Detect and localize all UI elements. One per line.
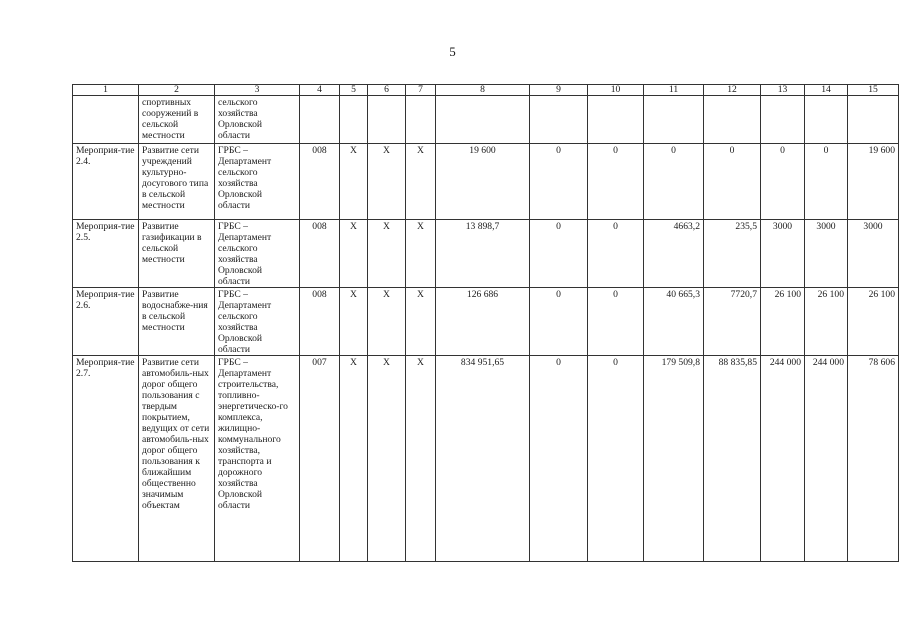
x-cell: X: [368, 144, 406, 220]
measure-cell: Мероприя-тие 2.7.: [73, 356, 139, 562]
value-cell: 40 665,3: [644, 288, 704, 356]
measure-cell: Мероприя-тие 2.5.: [73, 220, 139, 288]
value-cell: 26 100: [761, 288, 805, 356]
x-cell: X: [368, 356, 406, 562]
value-cell: [761, 96, 805, 144]
value-cell: 235,5: [704, 220, 761, 288]
col-header-5: 5: [340, 85, 368, 96]
x-cell: X: [406, 220, 436, 288]
col-header-9: 9: [530, 85, 588, 96]
x-cell: X: [340, 220, 368, 288]
value-cell: [530, 96, 588, 144]
page-number: 5: [449, 44, 456, 59]
value-cell: 0: [588, 220, 644, 288]
value-cell: 7720,7: [704, 288, 761, 356]
col-header-6: 6: [368, 85, 406, 96]
value-cell: 4663,2: [644, 220, 704, 288]
col-header-1: 1: [73, 85, 139, 96]
value-cell: 0: [588, 144, 644, 220]
value-cell: 26 100: [805, 288, 848, 356]
value-cell: [805, 96, 848, 144]
table-row: [73, 144, 899, 220]
col-header-8: 8: [436, 85, 530, 96]
value-cell: 0: [530, 144, 588, 220]
table-row: [73, 356, 899, 562]
table-row: [73, 96, 899, 144]
table-row: [73, 220, 899, 288]
value-cell: 0: [704, 144, 761, 220]
col-header-15: 15: [848, 85, 899, 96]
measure-cell: Мероприя-тие 2.6.: [73, 288, 139, 356]
code-cell: 007: [300, 356, 340, 562]
total-cell: 13 898,7: [436, 220, 530, 288]
value-cell: 0: [805, 144, 848, 220]
x-cell: X: [368, 288, 406, 356]
measure-name-cell: Развитие газификации в сельской местности: [139, 220, 215, 288]
measure-cell: Мероприя-тие 2.4.: [73, 144, 139, 220]
measure-cell: [73, 96, 139, 144]
col-header-11: 11: [644, 85, 704, 96]
x-cell: X: [406, 356, 436, 562]
value-cell: 0: [588, 288, 644, 356]
col-header-10: 10: [588, 85, 644, 96]
value-cell: [704, 96, 761, 144]
col-header-13: 13: [761, 85, 805, 96]
code-cell: 008: [300, 288, 340, 356]
total-cell: [436, 96, 530, 144]
col-header-4: 4: [300, 85, 340, 96]
col-header-2: 2: [139, 85, 215, 96]
measure-name-cell: Развитие сети автомобиль-ных дорог общего пользования с твердым покрытием, ведущих от сети автомобиль-ных дорог общего пользования к ближайшим общественно значимым объектам: [139, 356, 215, 562]
value-cell: 0: [588, 356, 644, 562]
x-cell: [406, 96, 436, 144]
total-cell: 834 951,65: [436, 356, 530, 562]
x-cell: [340, 96, 368, 144]
column-number-row: [73, 85, 899, 96]
x-cell: X: [340, 288, 368, 356]
code-cell: [300, 96, 340, 144]
measure-name-cell: Развитие сети учреждений культурно-досугового типа в сельской местности: [139, 144, 215, 220]
x-cell: X: [368, 220, 406, 288]
value-cell: 244 000: [761, 356, 805, 562]
value-cell: 3000: [848, 220, 899, 288]
code-cell: 008: [300, 220, 340, 288]
value-cell: 88 835,85: [704, 356, 761, 562]
value-cell: 3000: [805, 220, 848, 288]
value-cell: 0: [644, 144, 704, 220]
value-cell: [848, 96, 899, 144]
total-cell: 126 686: [436, 288, 530, 356]
x-cell: [368, 96, 406, 144]
value-cell: [644, 96, 704, 144]
value-cell: 0: [761, 144, 805, 220]
value-cell: 3000: [761, 220, 805, 288]
x-cell: X: [406, 144, 436, 220]
code-cell: 008: [300, 144, 340, 220]
col-header-3: 3: [215, 85, 300, 96]
x-cell: X: [340, 356, 368, 562]
value-cell: 0: [530, 288, 588, 356]
administrator-cell: сельского хозяйства Орловской области: [215, 96, 300, 144]
table-row: [73, 288, 899, 356]
value-cell: 0: [530, 220, 588, 288]
administrator-cell: ГРБС – Департамент сельского хозяйства Орловской области: [215, 144, 300, 220]
value-cell: 244 000: [805, 356, 848, 562]
value-cell: 19 600: [848, 144, 899, 220]
value-cell: 26 100: [848, 288, 899, 356]
col-header-14: 14: [805, 85, 848, 96]
administrator-cell: ГРБС – Департамент сельского хозяйства Орловской области: [215, 288, 300, 356]
value-cell: [588, 96, 644, 144]
value-cell: 78 606: [848, 356, 899, 562]
administrator-cell: ГРБС – Департамент строительства, топливно-энергетическо-го комплекса, жилищно-коммунального хозяйства, транспорта и дорожного хозяйства Орловской области: [215, 356, 300, 562]
administrator-cell: ГРБС – Департамент сельского хозяйства Орловской области: [215, 220, 300, 288]
value-cell: 179 509,8: [644, 356, 704, 562]
measure-name-cell: Развитие водоснабже-ния в сельской местности: [139, 288, 215, 356]
total-cell: 19 600: [436, 144, 530, 220]
value-cell: 0: [530, 356, 588, 562]
x-cell: X: [340, 144, 368, 220]
x-cell: X: [406, 288, 436, 356]
budget-table: [72, 84, 899, 562]
col-header-7: 7: [406, 85, 436, 96]
measure-name-cell: спортивных сооружений в сельской местности: [139, 96, 215, 144]
col-header-12: 12: [704, 85, 761, 96]
